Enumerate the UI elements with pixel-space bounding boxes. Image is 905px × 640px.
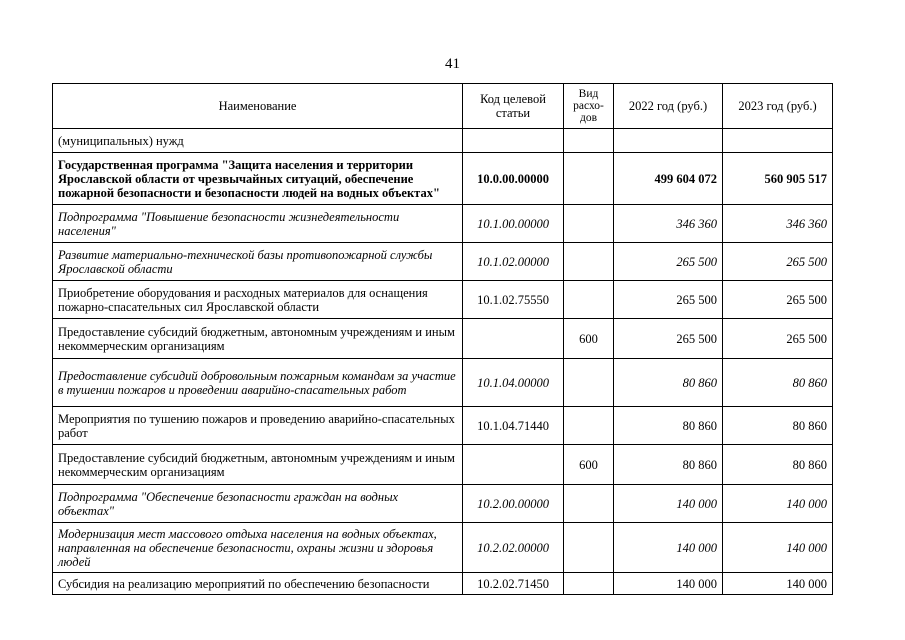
cell-code: 10.2.02.71450: [463, 573, 564, 595]
cell-name: Модернизация мест массового отдыха населения на водных объектах, направленная на обеспечение безопасности, охраны жизни и здоровья людей: [53, 523, 463, 573]
cell-type: 600: [564, 319, 614, 359]
cell-name: Государственная программа "Защита населения и территории Ярославской области от чрезвычайных ситуаций, обеспечение пожарной безопасности и безопасности людей на водных объектах": [53, 153, 463, 205]
cell-name: Приобретение оборудования и расходных материалов для оснащения пожарно-спасательных сил Ярославской области: [53, 281, 463, 319]
table-row: [53, 445, 833, 485]
cell-type: [564, 153, 614, 205]
cell-name: Подпрограмма "Обеспечение безопасности граждан на водных объектах": [53, 485, 463, 523]
cell-type: [564, 407, 614, 445]
cell-name: Предоставление субсидий добровольным пожарным командам за участие в тушении пожаров и проведении аварийно-спасательных работ: [53, 359, 463, 407]
table-row: [53, 129, 833, 153]
cell-2022: 140 000: [614, 523, 723, 573]
cell-name: Развитие материально-технической базы противопожарной службы Ярославской области: [53, 243, 463, 281]
cell-code: 10.2.00.00000: [463, 485, 564, 523]
budget-table: [52, 83, 833, 595]
cell-2023: 80 860: [723, 407, 833, 445]
cell-2023: 265 500: [723, 281, 833, 319]
cell-name: Субсидия на реализацию мероприятий по обеспечению безопасности: [53, 573, 463, 595]
cell-code: 10.0.00.00000: [463, 153, 564, 205]
cell-type: [564, 573, 614, 595]
cell-2023: 560 905 517: [723, 153, 833, 205]
cell-2022: 265 500: [614, 319, 723, 359]
cell-code: 10.1.02.00000: [463, 243, 564, 281]
header-name: Наименование: [53, 84, 463, 129]
cell-name: (муниципальных) нужд: [53, 129, 463, 153]
cell-2022: 265 500: [614, 281, 723, 319]
table-header-row: [53, 84, 833, 129]
table-row: [53, 243, 833, 281]
cell-code: 10.1.00.00000: [463, 205, 564, 243]
cell-name: Предоставление субсидий бюджетным, автономным учреждениям и иным некоммерческим организациям: [53, 445, 463, 485]
table-body: [53, 129, 833, 595]
cell-2023: 80 860: [723, 359, 833, 407]
cell-2022: 80 860: [614, 445, 723, 485]
cell-name: Мероприятия по тушению пожаров и проведению аварийно-спасательных работ: [53, 407, 463, 445]
header-code: Код целевой статьи: [463, 84, 564, 129]
table-row: [53, 319, 833, 359]
cell-2022: 140 000: [614, 573, 723, 595]
cell-code: 10.1.04.00000: [463, 359, 564, 407]
cell-2022: 499 604 072: [614, 153, 723, 205]
cell-2023: 80 860: [723, 445, 833, 485]
cell-code: [463, 445, 564, 485]
cell-code: 10.1.02.75550: [463, 281, 564, 319]
cell-type: [564, 523, 614, 573]
header-2023: 2023 год (руб.): [723, 84, 833, 129]
cell-code: [463, 129, 564, 153]
table-row: [53, 153, 833, 205]
table-row: [53, 281, 833, 319]
cell-type: [564, 281, 614, 319]
cell-2022: 265 500: [614, 243, 723, 281]
cell-type: [564, 129, 614, 153]
cell-code: 10.1.04.71440: [463, 407, 564, 445]
cell-2022: [614, 129, 723, 153]
cell-code: [463, 319, 564, 359]
cell-name: Предоставление субсидий бюджетным, автономным учреждениям и иным некоммерческим организациям: [53, 319, 463, 359]
table-row: [53, 523, 833, 573]
cell-2022: 80 860: [614, 359, 723, 407]
cell-code: 10.2.02.00000: [463, 523, 564, 573]
table-row: [53, 407, 833, 445]
cell-type: 600: [564, 445, 614, 485]
header-type: Вид расхо-дов: [564, 84, 614, 129]
page-number: 41: [445, 56, 460, 72]
cell-2023: 346 360: [723, 205, 833, 243]
cell-type: [564, 205, 614, 243]
table-row: [53, 485, 833, 523]
cell-2023: [723, 129, 833, 153]
cell-2023: 265 500: [723, 243, 833, 281]
table-row: [53, 359, 833, 407]
cell-2022: 80 860: [614, 407, 723, 445]
cell-type: [564, 359, 614, 407]
table-row: [53, 573, 833, 595]
header-2022: 2022 год (руб.): [614, 84, 723, 129]
cell-2023: 140 000: [723, 485, 833, 523]
cell-type: [564, 243, 614, 281]
cell-2023: 265 500: [723, 319, 833, 359]
cell-2022: 140 000: [614, 485, 723, 523]
cell-2023: 140 000: [723, 573, 833, 595]
cell-2022: 346 360: [614, 205, 723, 243]
table-row: [53, 205, 833, 243]
cell-2023: 140 000: [723, 523, 833, 573]
cell-type: [564, 485, 614, 523]
cell-name: Подпрограмма "Повышение безопасности жизнедеятельности населения": [53, 205, 463, 243]
